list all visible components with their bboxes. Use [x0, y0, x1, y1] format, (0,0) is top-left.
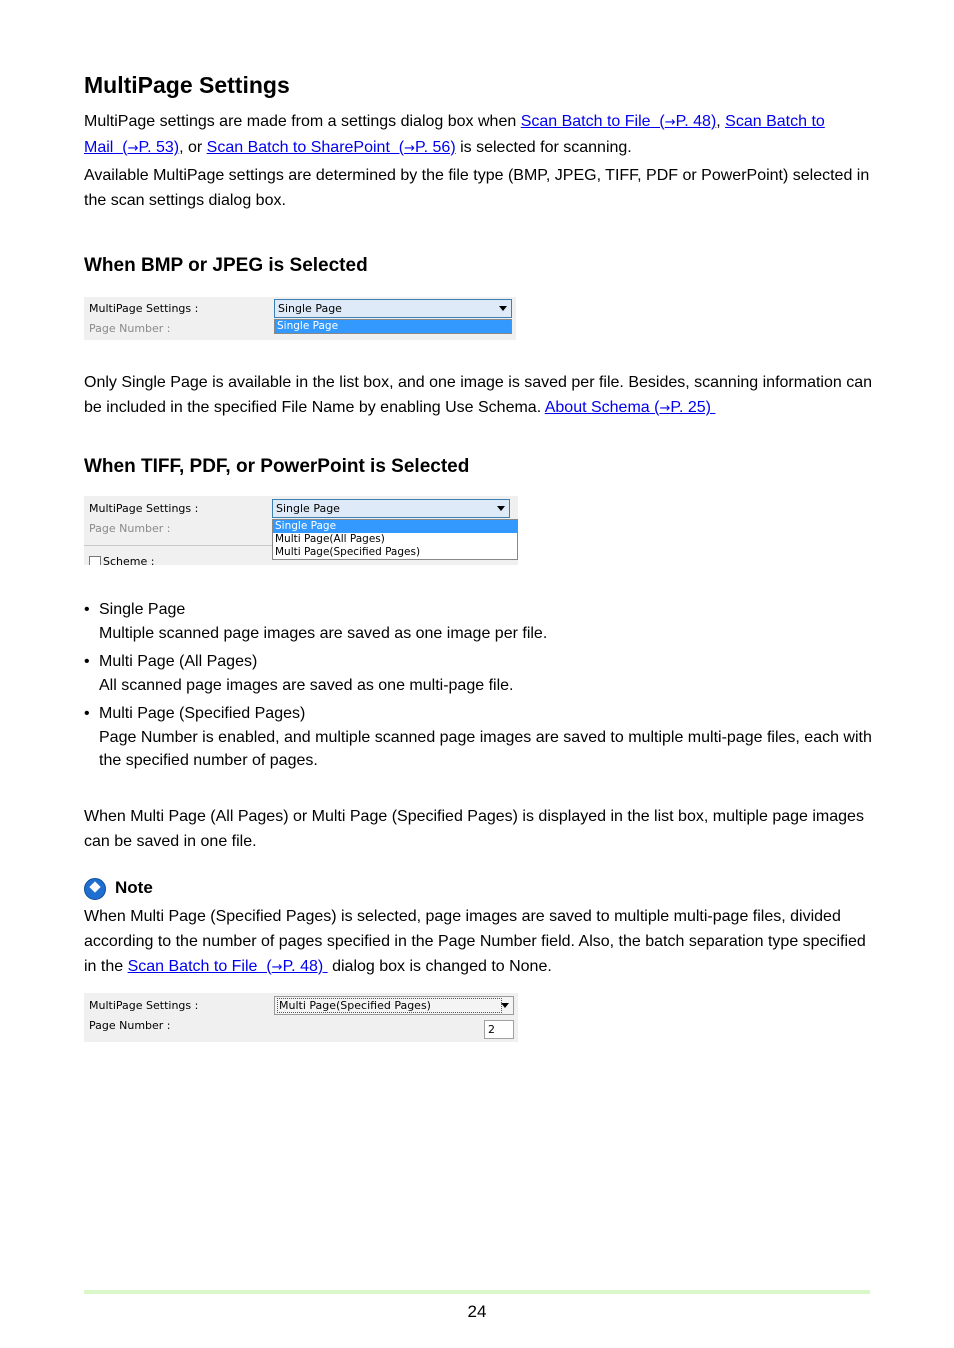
section-heading-tiff-pdf: When TIFF, PDF, or PowerPoint is Selected	[84, 456, 470, 477]
note-text: When Multi Page (Specified Pages) is selected, page images are saved to multiple multi-page files, divided according to the number of pages specified in the Page Number field. Also, the batch separation type specified in the Scan Batch to File (→P. 48) dialog box is changed to None.	[84, 908, 866, 975]
multipage-settings-combo[interactable]: Multi Page(Specified Pages)	[274, 996, 514, 1015]
list-item: • Multi Page (Specified Pages) Page Number is enabled, and multiple scanned page images are saved to multiple multi-page files, each with the specified number of pages.	[84, 705, 872, 769]
multipage-settings-label: MultiPage Settings :	[89, 502, 199, 515]
list-item: • Single Page Multiple scanned page images are saved as one image per file.	[84, 601, 548, 642]
note-title: Note	[115, 878, 153, 897]
dropdown-option[interactable]: Single Page	[273, 520, 517, 533]
screenshot-bmp-jpeg	[84, 297, 516, 340]
bmp-jpeg-description: Only Single Page is available in the list box, and one image is saved per file. Besides, scanning information can be included in the specified File Name by enabling Use Schema. About Schema (→P. 25)	[84, 374, 873, 416]
chevron-down-icon[interactable]	[499, 306, 507, 311]
list-item: • Multi Page (All Pages) All scanned page images are saved as one multi-page file.	[84, 653, 514, 694]
note-icon	[84, 878, 106, 900]
link-scan-batch-to-sharepoint[interactable]: Scan Batch to SharePoint (→P. 56)	[206, 139, 456, 156]
scheme-checkbox[interactable]	[89, 556, 101, 565]
multipage-dropdown-list	[272, 519, 518, 560]
link-scan-batch-to-file[interactable]: Scan Batch to File (→P. 48)	[520, 113, 717, 130]
dropdown-option[interactable]: Multi Page(Specified Pages)	[275, 546, 421, 558]
link-scan-batch-to-mail[interactable]: Scan Batch to Mail (→P. 53)	[84, 113, 825, 156]
page-number-label: Page Number :	[89, 522, 171, 535]
dropdown-option[interactable]: Single Page	[275, 320, 511, 333]
section-heading-bmp-jpeg: When BMP or JPEG is Selected	[84, 255, 368, 276]
multipage-settings-combo[interactable]: Single Page	[272, 499, 510, 518]
screenshot-tiff-pdf	[84, 496, 518, 565]
page-number-input[interactable]: 2	[484, 1020, 514, 1039]
screenshot-specified-pages	[84, 993, 518, 1042]
chevron-down-icon[interactable]	[501, 1003, 509, 1008]
multipage-settings-label: MultiPage Settings :	[89, 302, 199, 315]
chevron-down-icon[interactable]	[497, 506, 505, 511]
multipage-settings-combo[interactable]: Single Page	[274, 299, 512, 318]
intro-paragraph-2: Available MultiPage settings are determined by the file type (BMP, JPEG, TIFF, PDF or PowerPoint) selected in the scan settings dialog box.	[84, 167, 870, 209]
scheme-label: Scheme :	[103, 555, 155, 565]
footer-rule	[84, 1290, 870, 1294]
multipage-dropdown-list	[274, 319, 512, 334]
page-number: 24	[467, 1302, 487, 1321]
link-about-schema[interactable]: About Schema (→P. 25)	[544, 399, 711, 416]
page-number-label: Page Number :	[89, 322, 171, 335]
tiff-pdf-description: When Multi Page (All Pages) or Multi Page (Specified Pages) is displayed in the list box, multiple page images can be saved in one file.	[84, 808, 864, 850]
multipage-options-list	[84, 598, 874, 778]
link-scan-batch-to-file[interactable]: Scan Batch to File (→P. 48)	[127, 958, 324, 975]
page-title: MultiPage Settings	[84, 72, 290, 98]
page-number-label: Page Number :	[89, 1019, 171, 1032]
intro-paragraph: MultiPage settings are made from a settings dialog box when Scan Batch to File (→P. 48), Scan Batch to Mail (→P. 53), or Scan Batch to SharePoint (→P. 56) is selected for scanning.	[84, 113, 825, 156]
multipage-settings-label: MultiPage Settings :	[89, 999, 199, 1012]
dropdown-option[interactable]: Multi Page(All Pages)	[275, 533, 385, 545]
